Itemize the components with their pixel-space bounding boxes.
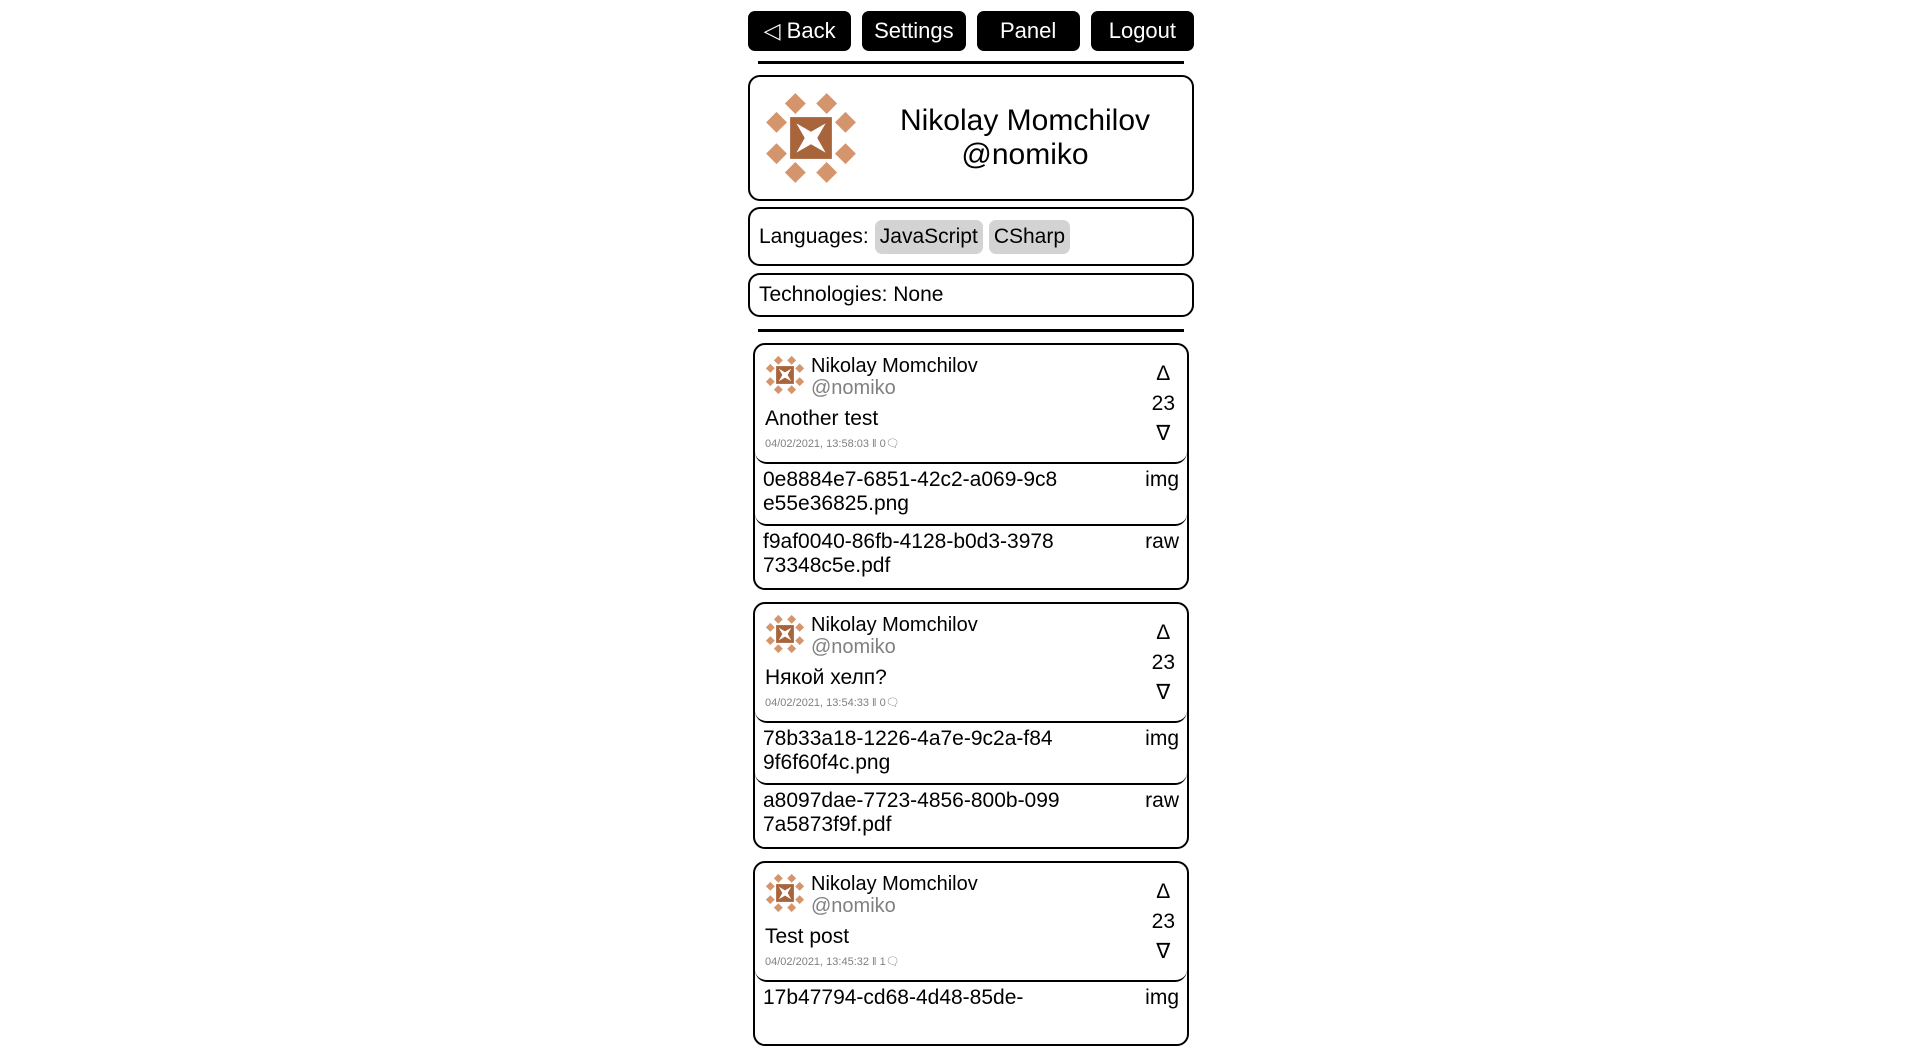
attachment-row[interactable]: [755, 723, 1187, 785]
languages-label: Languages:: [759, 224, 869, 248]
technologies-card: [748, 273, 1194, 317]
post-text[interactable]: Test post: [765, 925, 850, 948]
attachment-type: raw: [1145, 789, 1179, 812]
vote-box: [1152, 877, 1175, 967]
post-card: [753, 861, 1189, 1046]
upvote-button[interactable]: Δ: [1156, 621, 1171, 644]
post-header: [755, 604, 1187, 723]
language-chip[interactable]: JavaScript: [875, 220, 983, 254]
post-timestamp: 04/02/2021, 13:58:03: [765, 438, 869, 450]
vote-score: 23: [1151, 392, 1175, 415]
post-timestamp: 04/02/2021, 13:54:33: [765, 697, 869, 709]
author-handle: @nomiko: [811, 895, 896, 917]
downvote-button[interactable]: ∇: [1156, 681, 1171, 704]
profile-name: Nikolay Momchilov: [899, 104, 1151, 137]
attachment-row[interactable]: [755, 785, 1187, 847]
divider: [758, 61, 1184, 64]
author-handle: @nomiko: [811, 377, 896, 399]
upvote-button[interactable]: Δ: [1156, 880, 1171, 903]
attachment-name[interactable]: f9af0040-86fb-4128-b0d3-397873348c5e.pdf: [763, 530, 1054, 577]
post-meta: [765, 955, 1177, 968]
comment-count[interactable]: 0: [879, 697, 886, 709]
attachment-name[interactable]: 0e8884e7-6851-42c2-a069-9c8e55e36825.png: [763, 468, 1058, 515]
author-name[interactable]: Nikolay Momchilov: [811, 873, 978, 895]
post-meta: [765, 437, 1177, 450]
logout-button[interactable]: Logout: [1091, 11, 1194, 51]
attachment-row[interactable]: [755, 982, 1187, 1044]
attachment-type: raw: [1145, 530, 1179, 553]
author-avatar: [765, 873, 805, 918]
settings-button[interactable]: Settings: [862, 11, 965, 51]
attachment-name[interactable]: 17b47794-cd68-4d48-85de-: [763, 986, 1024, 1009]
meta-separator: ‖: [872, 956, 877, 968]
post-meta: [765, 696, 1177, 709]
post-header: [755, 345, 1187, 464]
author-avatar: [765, 355, 805, 400]
upvote-button[interactable]: Δ: [1156, 362, 1171, 385]
comment-icon[interactable]: 🗨: [885, 956, 900, 968]
comment-count[interactable]: 1: [879, 956, 886, 968]
profile-handle: @nomiko: [961, 138, 1089, 171]
post-card: [753, 343, 1189, 590]
attachment-type: img: [1145, 986, 1179, 1009]
profile-names: [858, 104, 1192, 172]
attachment-type: img: [1145, 468, 1179, 491]
post-list: [753, 343, 1189, 1058]
downvote-button[interactable]: ∇: [1156, 940, 1171, 963]
comment-count[interactable]: 0: [879, 438, 886, 450]
main-column: [748, 11, 1194, 332]
post-text[interactable]: Някой хелп?: [765, 666, 887, 689]
author-name[interactable]: Nikolay Momchilov: [811, 355, 978, 377]
attachment-row[interactable]: [755, 526, 1187, 588]
technologies-text: Technologies: None: [759, 283, 944, 306]
vote-score: 23: [1151, 651, 1175, 674]
divider: [758, 329, 1184, 332]
author-avatar: [765, 614, 805, 659]
back-button[interactable]: ◁ Back: [748, 11, 851, 51]
attachment-row[interactable]: [755, 464, 1187, 526]
author-name[interactable]: Nikolay Momchilov: [811, 614, 978, 636]
comment-icon[interactable]: 🗨: [885, 438, 900, 450]
vote-box: [1152, 618, 1175, 708]
vote-score: 23: [1151, 910, 1175, 933]
comment-icon[interactable]: 🗨: [885, 697, 900, 709]
meta-separator: ‖: [872, 438, 877, 450]
post-header: [755, 863, 1187, 982]
post-timestamp: 04/02/2021, 13:45:32: [765, 956, 869, 968]
attachment-type: img: [1145, 727, 1179, 750]
avatar: [764, 91, 858, 185]
author-handle: @nomiko: [811, 636, 896, 658]
panel-button[interactable]: Panel: [977, 11, 1080, 51]
vote-box: [1152, 359, 1175, 449]
profile-card: [748, 75, 1194, 201]
attachment-name[interactable]: 78b33a18-1226-4a7e-9c2a-f849f6f60f4c.png: [763, 727, 1053, 774]
attachment-name[interactable]: a8097dae-7723-4856-800b-0997a5873f9f.pdf: [763, 789, 1060, 836]
top-nav: [748, 11, 1194, 51]
meta-separator: ‖: [872, 697, 877, 709]
language-chip[interactable]: CSharp: [989, 220, 1070, 254]
post-text[interactable]: Another test: [765, 407, 879, 430]
post-card: [753, 602, 1189, 849]
downvote-button[interactable]: ∇: [1156, 422, 1171, 445]
languages-card: [748, 207, 1194, 266]
